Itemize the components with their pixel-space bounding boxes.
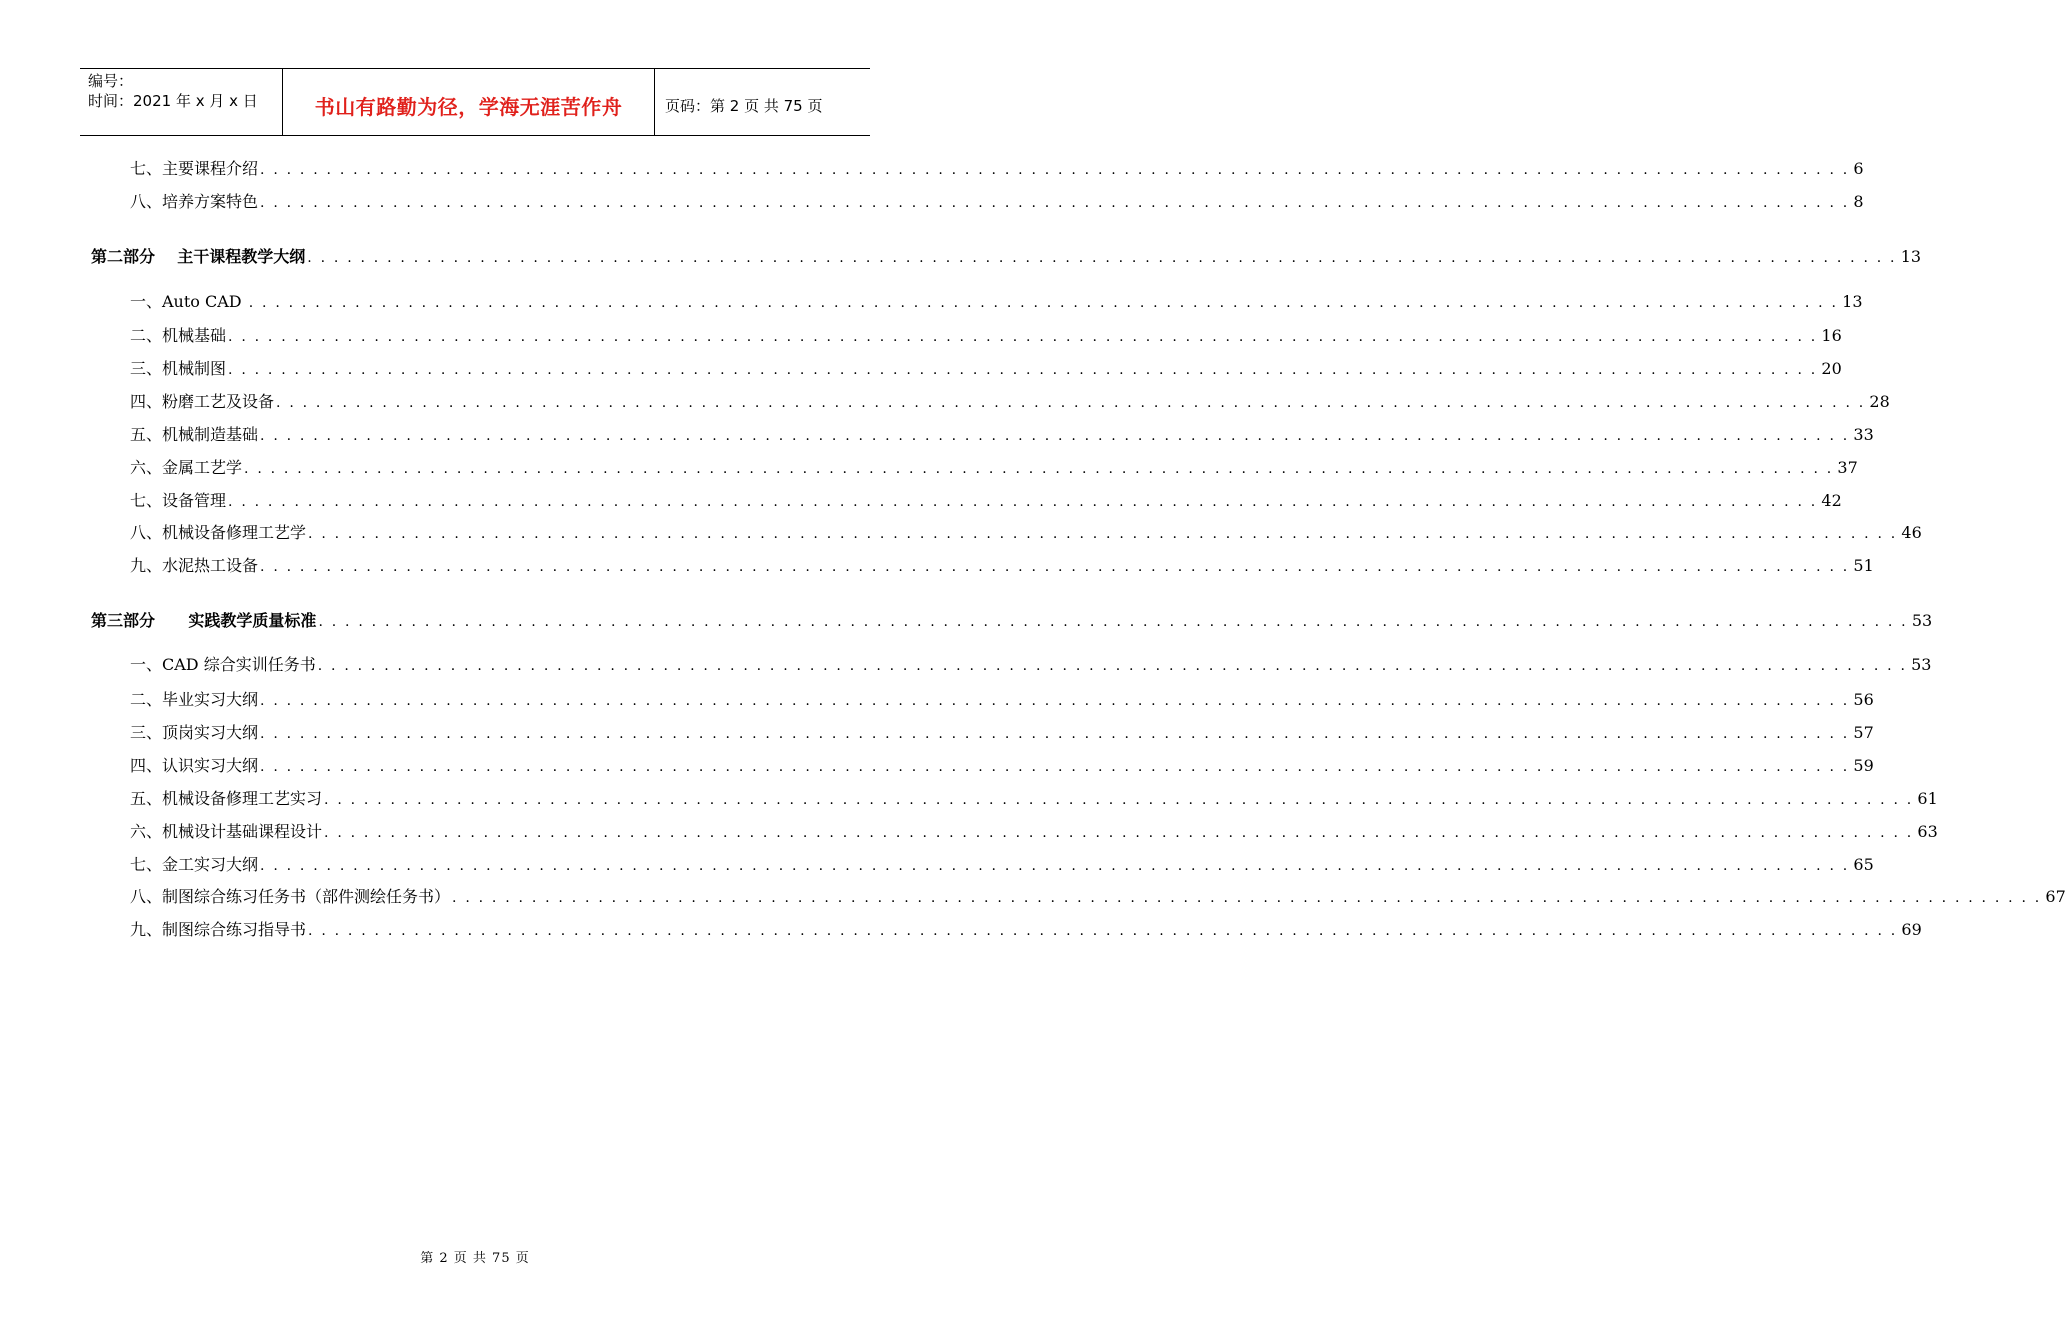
toc-entry-label: 五、机械设备修理工艺实习 [130,789,323,808]
toc-entry-page-number: 65 [1853,855,1874,874]
toc-entry[interactable] [130,522,1922,544]
toc-entry-page-number: 51 [1853,556,1874,575]
toc-entry-label: 第三部分 实践教学质量标准 [91,611,317,630]
toc-dot-leader: . . . . . . . . . . . . . . . . . . . . . . . . . . . . . . . . . . . . . . . . . . . . . . . . . . . . . . . . . . . . . . . . . . . . . . . . . . . . . . . . . . . . . . . . . . . . . . . . . . . . . . . . . . . . . . . . . . . . . . . . [260,428,1850,444]
toc-dot-leader: . . . . . . . . . . . . . . . . . . . . . . . . . . . . . . . . . . . . . . . . . . . . . . . . . . . . . . . . . . . . . . . . . . . . . . . . . . . . . . . . . . . . . . . . . . . . . . . . . . . . . . . . . . . . . . . . . . . . . . . . [228,494,1818,510]
toc-entry-page-number: 28 [1869,392,1890,411]
toc-entry-page-number: 53 [1911,611,1933,630]
toc-dot-leader: . . . . . . . . . . . . . . . . . . . . . . . . . . . . . . . . . . . . . . . . . . . . . . . . . . . . . . . . . . . . . . . . . . . . . . . . . . . . . . . . . . . . . . . . . . . . . . . . . . . . . . . . . . . . . . . . . . . . . . . . [260,693,1850,709]
toc-entry-page-number: 6 [1853,159,1864,178]
toc-entry-page-number: 8 [1853,192,1864,211]
toc-entry-label: 二、毕业实习大纲 [130,690,259,709]
toc-dot-leader: . . . . . . . . . . . . . . . . . . . . . . . . . . . . . . . . . . . . . . . . . . . . . . . . . . . . . . . . . . . . . . . . . . . . . . . . . . . . . . . . . . . . . . . . . . . . . . . . . . . . . . . . . . . . . . . . . . . . . . . . [452,890,2042,906]
toc-dot-leader: . . . . . . . . . . . . . . . . . . . . . . . . . . . . . . . . . . . . . . . . . . . . . . . . . . . . . . . . . . . . . . . . . . . . . . . . . . . . . . . . . . . . . . . . . . . . . . . . . . . . . . . . . . . . . . . . . . . . . . . . [260,559,1850,575]
toc-entry[interactable] [130,457,1858,479]
toc-entry[interactable] [130,555,1874,577]
page-footer: 第 2 页 共 75 页 [420,1251,530,1266]
toc-dot-leader: . . . . . . . . . . . . . . . . . . . . . . . . . . . . . . . . . . . . . . . . . . . . . . . . . . . . . . . . . . . . . . . . . . . . . . . . . . . . . . . . . . . . . . . . . . . . . . . . . . . . . . . . . . . . . . . . . . . . . . . . [276,395,1866,411]
toc-entry-label: 四、粉磨工艺及设备 [130,392,275,411]
toc-dot-leader: . . . . . . . . . . . . . . . . . . . . . . . . . . . . . . . . . . . . . . . . . . . . . . . . . . . . . . . . . . . . . . . . . . . . . . . . . . . . . . . . . . . . . . . . . . . . . . . . . . . . . . . . . . . . . . . . . . . . . . . . [248,295,1839,311]
toc-entry[interactable] [130,191,1864,213]
toc-section-heading[interactable] [91,246,1922,268]
toc-entry-page-number: 37 [1837,458,1858,477]
toc-dot-leader: . . . . . . . . . . . . . . . . . . . . . . . . . . . . . . . . . . . . . . . . . . . . . . . . . . . . . . . . . . . . . . . . . . . . . . . . . . . . . . . . . . . . . . . . . . . . . . . . . . . . . . . . . . . . . . . . . . . . . . . . [324,825,1914,841]
toc-entry-page-number: 20 [1821,359,1842,378]
toc-entry[interactable] [130,919,1922,941]
toc-dot-leader: . . . . . . . . . . . . . . . . . . . . . . . . . . . . . . . . . . . . . . . . . . . . . . . . . . . . . . . . . . . . . . . . . . . . . . . . . . . . . . . . . . . . . . . . . . . . . . . . . . . . . . . . . . . . . . . . . . . . . . . . [318,614,1908,630]
toc-entry-label: 七、设备管理 [130,491,227,510]
toc-entry[interactable] [130,788,1938,810]
toc-dot-leader: . . . . . . . . . . . . . . . . . . . . . . . . . . . . . . . . . . . . . . . . . . . . . . . . . . . . . . . . . . . . . . . . . . . . . . . . . . . . . . . . . . . . . . . . . . . . . . . . . . . . . . . . . . . . . . . . . . . . . . . . [324,792,1914,808]
toc-dot-leader: . . . . . . . . . . . . . . . . . . . . . . . . . . . . . . . . . . . . . . . . . . . . . . . . . . . . . . . . . . . . . . . . . . . . . . . . . . . . . . . . . . . . . . . . . . . . . . . . . . . . . . . . . . . . . . . . . . . . . . . . [308,526,1898,542]
toc-dot-leader: . . . . . . . . . . . . . . . . . . . . . . . . . . . . . . . . . . . . . . . . . . . . . . . . . . . . . . . . . . . . . . . . . . . . . . . . . . . . . . . . . . . . . . . . . . . . . . . . . . . . . . . . . . . . . . . . . . . . . . . . [317,658,1908,674]
toc-entry[interactable] [130,325,1842,347]
toc-dot-leader: . . . . . . . . . . . . . . . . . . . . . . . . . . . . . . . . . . . . . . . . . . . . . . . . . . . . . . . . . . . . . . . . . . . . . . . . . . . . . . . . . . . . . . . . . . . . . . . . . . . . . . . . . . . . . . . . . . . . . . . . [228,362,1818,378]
document-number-label: 编号： [88,72,134,90]
toc-dot-leader: . . . . . . . . . . . . . . . . . . . . . . . . . . . . . . . . . . . . . . . . . . . . . . . . . . . . . . . . . . . . . . . . . . . . . . . . . . . . . . . . . . . . . . . . . . . . . . . . . . . . . . . . . . . . . . . . . . . . . . . . [260,162,1850,178]
toc-dot-leader: . . . . . . . . . . . . . . . . . . . . . . . . . . . . . . . . . . . . . . . . . . . . . . . . . . . . . . . . . . . . . . . . . . . . . . . . . . . . . . . . . . . . . . . . . . . . . . . . . . . . . . . . . . . . . . . . . . . . . . . . [260,858,1850,874]
header-page-info-cell [655,69,870,135]
toc-entry-label: 第二部分 主干课程教学大纲 [91,247,306,266]
toc-entry-label: 三、顶岗实习大纲 [130,723,259,742]
toc-entry[interactable] [130,654,1932,676]
toc-entry-page-number: 13 [1842,292,1863,311]
toc-entry[interactable] [130,722,1874,744]
toc-entry[interactable] [130,689,1874,711]
toc-entry-label: 五、机械制造基础 [130,425,259,444]
toc-entry-label: 九、制图综合练习指导书 [130,920,307,939]
toc-entry-label: 四、认识实习大纲 [130,756,259,775]
toc-entry[interactable] [130,158,1864,180]
toc-entry-label: 六、金属工艺学 [130,458,243,477]
toc-entry-page-number: 67 [2045,887,2066,906]
toc-entry-page-number: 57 [1853,723,1874,742]
toc-entry-page-number: 53 [1911,655,1932,674]
header-meta [80,69,282,135]
toc-entry-label: 一、Auto CAD [130,292,247,311]
toc-entry[interactable] [130,821,1938,843]
toc-entry[interactable] [130,391,1890,413]
toc-dot-leader: . . . . . . . . . . . . . . . . . . . . . . . . . . . . . . . . . . . . . . . . . . . . . . . . . . . . . . . . . . . . . . . . . . . . . . . . . . . . . . . . . . . . . . . . . . . . . . . . . . . . . . . . . . . . . . . . . . . . . . . . [260,726,1850,742]
header-page-info: 页码：第 2 页 共 75 页 [665,96,823,115]
toc-entry-page-number: 59 [1853,756,1874,775]
toc-entry-page-number: 69 [1901,920,1922,939]
toc-entry-page-number: 42 [1821,491,1842,510]
toc-entry[interactable] [130,490,1842,512]
toc-entry-label: 七、主要课程介绍 [130,159,259,178]
toc-dot-leader: . . . . . . . . . . . . . . . . . . . . . . . . . . . . . . . . . . . . . . . . . . . . . . . . . . . . . . . . . . . . . . . . . . . . . . . . . . . . . . . . . . . . . . . . . . . . . . . . . . . . . . . . . . . . . . . . . . . . . . . . [308,923,1898,939]
toc-entry-page-number: 16 [1821,326,1842,345]
toc-entry-label: 八、培养方案特色 [130,192,259,211]
toc-entry[interactable] [130,755,1874,777]
toc-entry-label: 八、制图综合练习任务书（部件测绘任务书） [130,887,451,906]
page-header [80,68,870,136]
toc-entry-page-number: 56 [1853,690,1874,709]
toc-entry-label: 二、机械基础 [130,326,227,345]
toc-entry-page-number: 46 [1901,523,1922,542]
header-motto-cell [282,69,655,135]
toc-entry-page-number: 13 [1900,247,1922,266]
toc-dot-leader: . . . . . . . . . . . . . . . . . . . . . . . . . . . . . . . . . . . . . . . . . . . . . . . . . . . . . . . . . . . . . . . . . . . . . . . . . . . . . . . . . . . . . . . . . . . . . . . . . . . . . . . . . . . . . . . . . . . . . . . . [307,250,1897,266]
toc-entry[interactable] [130,886,2066,908]
toc-dot-leader: . . . . . . . . . . . . . . . . . . . . . . . . . . . . . . . . . . . . . . . . . . . . . . . . . . . . . . . . . . . . . . . . . . . . . . . . . . . . . . . . . . . . . . . . . . . . . . . . . . . . . . . . . . . . . . . . . . . . . . . . [244,461,1834,477]
document-date: 时间：2021 年 x 月 x 日 [88,92,258,110]
toc-entry-label: 九、水泥热工设备 [130,556,259,575]
toc-dot-leader: . . . . . . . . . . . . . . . . . . . . . . . . . . . . . . . . . . . . . . . . . . . . . . . . . . . . . . . . . . . . . . . . . . . . . . . . . . . . . . . . . . . . . . . . . . . . . . . . . . . . . . . . . . . . . . . . . . . . . . . . [228,329,1818,345]
toc-entry-label: 一、CAD 综合实训任务书 [130,655,316,674]
toc-entry[interactable] [130,854,1874,876]
toc-section-heading[interactable] [91,610,1933,632]
toc-entry-label: 八、机械设备修理工艺学 [130,523,307,542]
header-motto: 书山有路勤为径，学海无涯苦作舟 [314,94,623,119]
toc-entry-page-number: 61 [1917,789,1938,808]
toc-entry-label: 七、金工实习大纲 [130,855,259,874]
toc-entry[interactable] [130,358,1842,380]
toc-dot-leader: . . . . . . . . . . . . . . . . . . . . . . . . . . . . . . . . . . . . . . . . . . . . . . . . . . . . . . . . . . . . . . . . . . . . . . . . . . . . . . . . . . . . . . . . . . . . . . . . . . . . . . . . . . . . . . . . . . . . . . . . [260,759,1850,775]
toc-entry-page-number: 63 [1917,822,1938,841]
toc-dot-leader: . . . . . . . . . . . . . . . . . . . . . . . . . . . . . . . . . . . . . . . . . . . . . . . . . . . . . . . . . . . . . . . . . . . . . . . . . . . . . . . . . . . . . . . . . . . . . . . . . . . . . . . . . . . . . . . . . . . . . . . . [260,195,1850,211]
toc-entry[interactable] [130,291,1863,313]
toc-entry[interactable] [130,424,1874,446]
toc-entry-label: 六、机械设计基础课程设计 [130,822,323,841]
toc-entry-page-number: 33 [1853,425,1874,444]
toc-entry-label: 三、机械制图 [130,359,227,378]
